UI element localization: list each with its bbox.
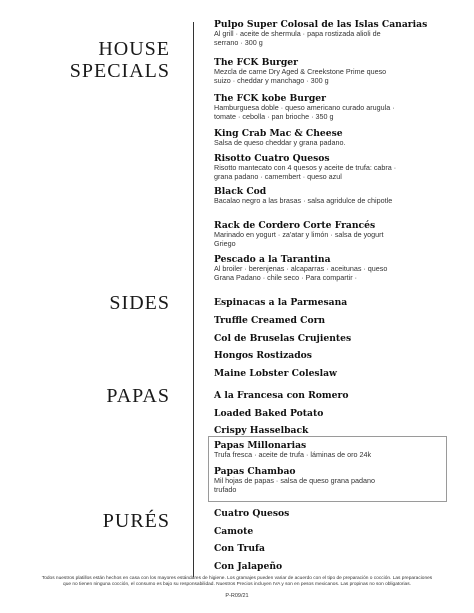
menu-item	[214, 440, 464, 460]
menu-item	[214, 368, 464, 379]
menu-item	[214, 408, 464, 419]
item-name: Papas Chambao	[214, 466, 296, 477]
menu-item	[214, 543, 464, 554]
menu-item	[214, 297, 464, 308]
menu-item	[214, 153, 464, 181]
item-description: Mezcla de carne Dry Aged & Creekstone Prime queso suizo · cheddar y manchago · 300 g	[214, 67, 387, 85]
menu-item	[214, 526, 464, 537]
menu-item	[214, 508, 464, 519]
document-code: P-R09/21	[225, 593, 249, 599]
menu-item	[214, 254, 464, 282]
footer-line-1: Todos nuestros platillos están hechos en casa con los mayores estándares de higiene. Los gramajes pueden variar de acuerdo con el tipo de preparación o cocción. Las preparaciones	[41, 576, 433, 581]
menu-item	[214, 425, 464, 436]
vertical-divider	[193, 22, 194, 577]
footer-line-2: que no tienen ninguna cocción, el consumo es bajo su responsabilidad. Nuestros Precios incluyen IVA y son en pesos mexicanos. Las propinas no son obligatorias.	[63, 582, 411, 588]
section-title-house: HOUSE	[98, 38, 170, 60]
item-description: Al grill · aceite de shermula · papa rostizada alioli de serrano · 300 g	[214, 29, 381, 47]
item-name: Espinacas a la Parmesana	[214, 297, 348, 308]
item-name: Crispy Hasselback	[214, 425, 309, 436]
item-name: Risotto Cuatro Quesos	[214, 153, 330, 164]
item-description: Hamburguesa doble · queso americano curado arugula · tomate · cebolla · pan brioche · 350 g	[214, 103, 395, 121]
item-name: A la Francesa con Romero	[214, 390, 349, 401]
menu-item	[214, 561, 464, 572]
section-title-papas: PAPAS	[106, 385, 170, 407]
menu-item	[214, 466, 464, 494]
section-title-house-specials	[60, 38, 170, 82]
item-name: Maine Lobster Coleslaw	[214, 368, 337, 379]
menu-item	[214, 220, 464, 248]
item-name: Camote	[214, 526, 254, 537]
item-name: Hongos Rostizados	[214, 350, 312, 361]
menu-item	[214, 390, 464, 401]
item-name: The FCK Burger	[214, 57, 298, 68]
menu-item	[214, 333, 464, 344]
item-name: Cuatro Quesos	[214, 508, 290, 519]
item-name: Papas Millonarias	[214, 440, 307, 451]
item-description: Risotto mantecato con 4 quesos y aceite de trufa: cabra · grana padano · camembert · queso azul	[214, 163, 397, 181]
item-name: The FCK kobe Burger	[214, 93, 326, 104]
item-description: Marinado en yogurt · za'atar y limón · salsa de yogurt Griego	[214, 230, 384, 248]
item-description: Bacalao negro a las brasas · salsa agridulce de chipotle	[214, 196, 393, 205]
item-description: Al broiler · berenjenas · alcaparras · aceitunas · queso Grana Padano · chile seco · Para compartir ·	[214, 264, 388, 282]
section-title-pures: PURÉS	[102, 510, 170, 532]
item-name: Col de Bruselas Crujientes	[214, 333, 352, 344]
menu-item	[214, 315, 464, 326]
menu-item	[214, 57, 464, 85]
item-name: Con Jalapeño	[214, 561, 283, 572]
item-name: Rack de Cordero Corte Francés	[214, 220, 376, 231]
item-description: Mil hojas de papas · salsa de queso grana padano trufado	[214, 476, 376, 494]
item-description: Salsa de queso cheddar y grana padano.	[214, 138, 346, 147]
item-name: King Crab Mac & Cheese	[214, 128, 343, 139]
item-name: Con Trufa	[214, 543, 265, 554]
item-name: Truffle Creamed Corn	[214, 315, 326, 326]
menu-item	[214, 350, 464, 361]
item-description: Trufa fresca · aceite de trufa · láminas de oro 24k	[214, 450, 372, 459]
section-title-specials: SPECIALS	[69, 60, 170, 82]
item-name: Black Cod	[214, 186, 267, 197]
item-name: Pulpo Super Colosal de las Islas Canarias	[214, 19, 428, 30]
item-name: Loaded Baked Potato	[214, 408, 324, 419]
menu-item	[214, 186, 464, 206]
menu-item	[214, 93, 464, 121]
item-name: Pescado a la Tarantina	[214, 254, 331, 265]
menu-item	[214, 19, 464, 47]
menu-item	[214, 128, 464, 148]
footer-disclaimer	[8, 576, 466, 589]
section-title-sides: SIDES	[109, 292, 170, 314]
